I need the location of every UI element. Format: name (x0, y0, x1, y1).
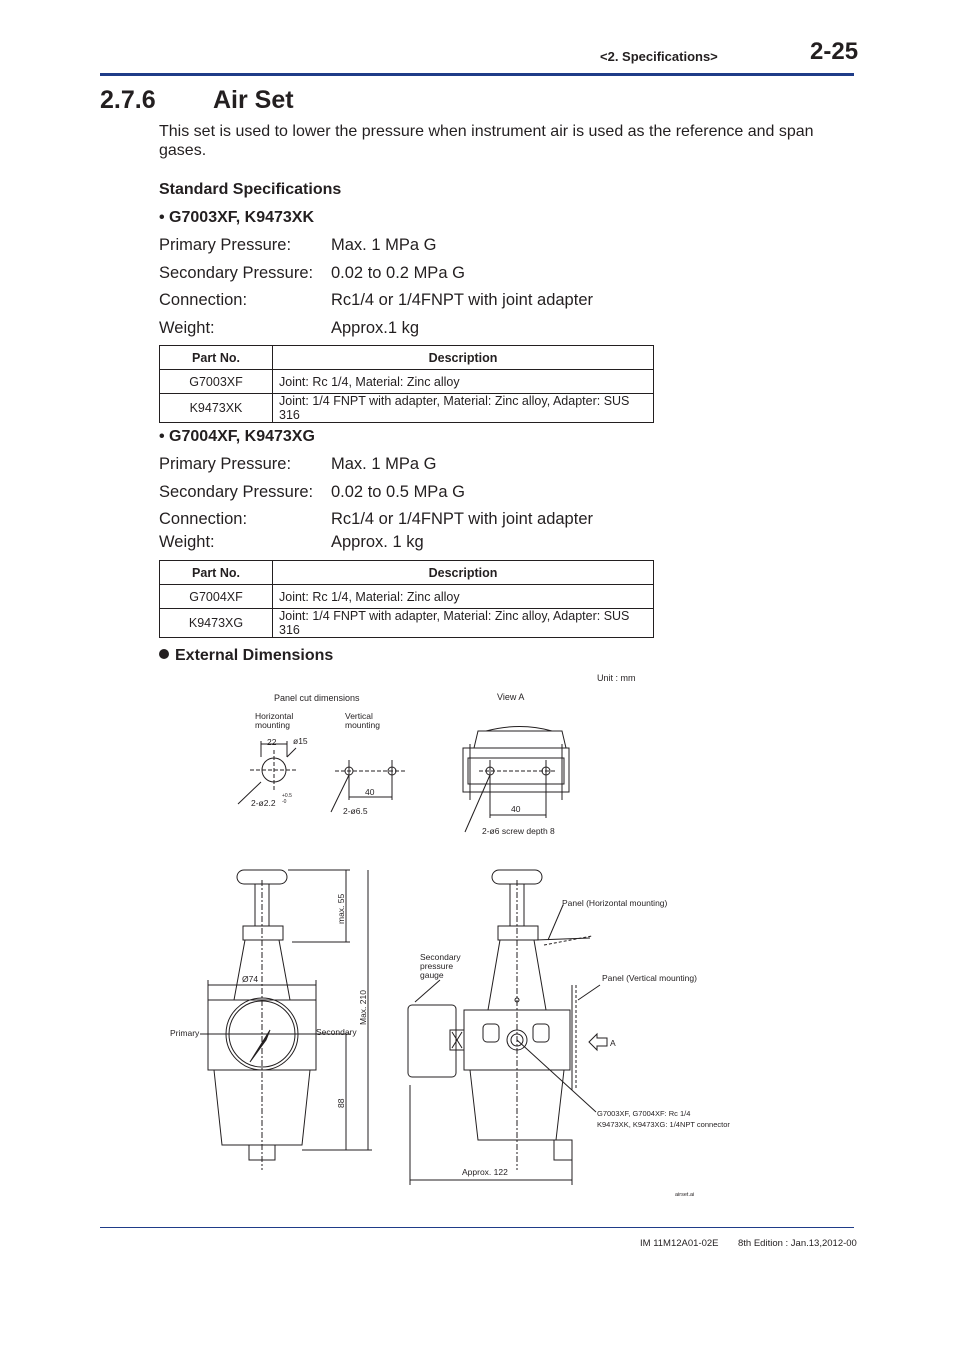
dia-15-label: ø15 (293, 736, 308, 746)
spec-label: Connection: (159, 510, 248, 528)
bullet-icon (159, 649, 169, 659)
front-view-regulator (200, 870, 372, 1170)
view-a-label: View A (497, 692, 525, 702)
parts-table (159, 345, 654, 423)
part-number-cell: G7003XF (160, 370, 273, 394)
tolerance-plus: +0.5 (282, 793, 292, 799)
view-a-drawing (463, 727, 569, 833)
tolerance-minus: -0 (282, 799, 287, 805)
header-section: <2. Specifications> (600, 49, 718, 64)
standard-specs-heading: Standard Specifications (159, 181, 342, 198)
panel-horizontal-label: Panel (Horizontal mounting) (562, 898, 668, 908)
spec-value: 0.02 to 0.2 MPa G (331, 264, 465, 282)
header-rule (100, 73, 854, 76)
section-title: Air Set (213, 86, 294, 114)
secondary-label: Secondary (316, 1027, 357, 1037)
secondary-gauge-label: Secondary (420, 952, 461, 962)
horizontal-mounting-label: Horizontal (255, 711, 294, 721)
connector-note: G7003XF, G7004XF: Rc 1/4 (597, 1109, 691, 1118)
side-view-regulator (408, 870, 607, 1185)
max-210-label: Max. 210 (358, 990, 368, 1025)
file-label: airset.ai (675, 1192, 695, 1198)
vertical-mounting-label: Vertical (345, 711, 373, 721)
spec-label: Weight: (159, 319, 215, 337)
dia-74-label: Ø74 (242, 974, 259, 984)
spec-value: Approx.1 kg (331, 319, 420, 337)
screw-label: 2-ø6 screw depth 8 (482, 826, 555, 836)
column-header: Part No. (160, 346, 273, 370)
dim-88-label: 88 (336, 1098, 346, 1108)
arrow-a-label: A (610, 1038, 616, 1048)
footer-document-number: IM 11M12A01-02E (640, 1238, 719, 1249)
secondary-gauge-label: pressure (420, 961, 454, 971)
footer-edition: 8th Edition : Jan.13,2012-00 (738, 1238, 857, 1249)
hole-65-label: 2-ø6.5 (343, 806, 368, 816)
dimension-drawing (0, 660, 954, 1205)
dim-22-label: 22 (267, 737, 277, 747)
spec-value: Max. 1 MPa G (331, 455, 437, 473)
part-number-cell: K9473XG (160, 609, 273, 638)
description-cell: Joint: Rc 1/4, Material: Zinc alloy (273, 370, 654, 394)
column-header: Description (273, 346, 654, 370)
vertical-mounting-label: mounting (345, 720, 380, 730)
table-row (160, 609, 654, 638)
hole-22-label: 2-ø2.2 (251, 798, 276, 808)
parts-table (159, 560, 654, 638)
spec-value: 0.02 to 0.5 MPa G (331, 483, 465, 501)
part-number-cell: K9473XK (160, 394, 273, 423)
table-header-row (160, 561, 654, 585)
vertical-cutout (331, 760, 405, 812)
model-heading: • G7004XF, K9473XG (159, 428, 315, 445)
column-header: Part No. (160, 561, 273, 585)
spec-label: Weight: (159, 533, 215, 551)
primary-label: Primary (170, 1028, 200, 1038)
model-heading: • G7003XF, K9473XK (159, 209, 315, 226)
dim-40-label: 40 (365, 787, 375, 797)
description-cell: Joint: Rc 1/4, Material: Zinc alloy (273, 585, 654, 609)
horizontal-mounting-label: mounting (255, 720, 290, 730)
connector-note: K9473XK, K9473XG: 1/4NPT connector (597, 1120, 730, 1129)
spec-label: Primary Pressure: (159, 455, 292, 473)
page-number: 2-25 (810, 38, 859, 65)
part-number-cell: G7004XF (160, 585, 273, 609)
secondary-gauge-label: gauge (420, 970, 444, 980)
section-number: 2.7.6 (100, 86, 156, 114)
panel-cut-title: Panel cut dimensions (274, 693, 360, 703)
unit-label: Unit : mm (597, 673, 636, 683)
panel-vertical-label: Panel (Vertical mounting) (602, 973, 697, 983)
spec-label: Secondary Pressure: (159, 483, 314, 501)
table-row (160, 394, 654, 423)
column-header: Description (273, 561, 654, 585)
intro-paragraph: This set is used to lower the pressure when instrument air is used as the reference and span gases. (159, 123, 814, 159)
approx-122-label: Approx. 122 (462, 1167, 508, 1177)
spec-label: Secondary Pressure: (159, 264, 314, 282)
footer-rule (100, 1227, 854, 1228)
spec-value: Approx. 1 kg (331, 533, 424, 551)
spec-label: Connection: (159, 291, 248, 309)
table-row (160, 585, 654, 609)
max-55-label: max. 55 (336, 893, 346, 924)
description-cell: Joint: 1/4 FNPT with adapter, Material: Zinc alloy, Adapter: SUS 316 (273, 609, 654, 638)
spec-value: Max. 1 MPa G (331, 236, 437, 254)
view-a-dim-40: 40 (511, 804, 521, 814)
table-header-row (160, 346, 654, 370)
spec-value: Rc1/4 or 1/4FNPT with joint adapter (331, 510, 593, 528)
description-cell: Joint: 1/4 FNPT with adapter, Material: Zinc alloy, Adapter: SUS 316 (273, 394, 654, 423)
table-row (160, 370, 654, 394)
spec-label: Primary Pressure: (159, 236, 292, 254)
spec-value: Rc1/4 or 1/4FNPT with joint adapter (331, 291, 593, 309)
external-dimensions-label: External Dimensions (175, 647, 334, 664)
